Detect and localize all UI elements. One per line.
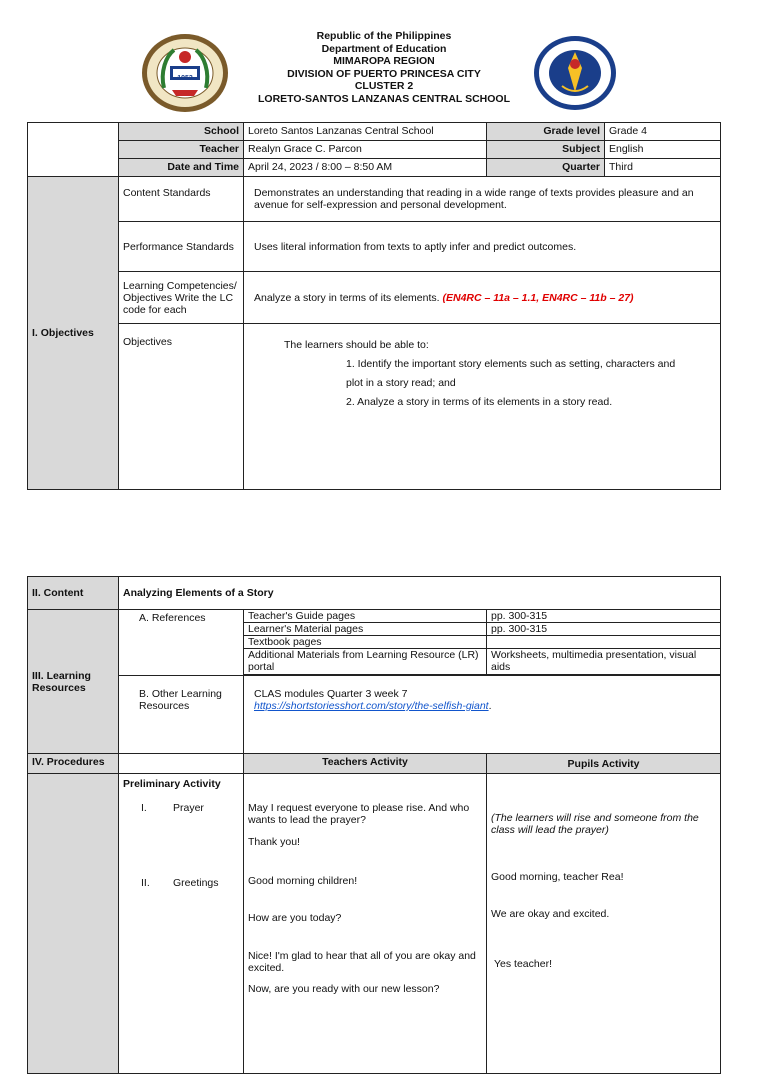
content-section-label: II. Content — [28, 577, 119, 610]
resources-section-label: III. Learning Resources — [28, 610, 119, 754]
info-objectives-table — [27, 122, 721, 490]
quarter-label: Quarter — [487, 159, 605, 177]
greet-teacher-1: Good morning children! — [248, 875, 358, 887]
header-line-2: Department of Education — [321, 42, 447, 55]
teacher-activity-cell — [244, 774, 487, 1074]
school-label: School — [119, 123, 244, 141]
lc-code: (EN4RC – 11a – 1.1, EN4RC – 11b – 27) — [442, 291, 634, 304]
objectives-value — [244, 324, 721, 490]
ref-row-value: pp. 300-315 — [487, 610, 721, 623]
ref-row-value: pp. 300-315 — [487, 623, 721, 636]
learning-competencies-label: Learning Competencies/ Objectives Write the LC code for each — [119, 272, 244, 324]
teacher-activity-header: Teachers Activity — [244, 754, 487, 774]
date-label: Date and Time — [119, 159, 244, 177]
pupil-activity-cell — [487, 774, 721, 1074]
subject-value: English — [605, 141, 721, 159]
lc-text: Analyze a story in terms of its elements. — [254, 291, 440, 304]
header-line-6: LORETO-SANTOS LANZANAS CENTRAL SCHOOL — [257, 92, 510, 105]
content-value: Analyzing Elements of a Story — [119, 577, 721, 610]
objective-2: 2. Analyze a story in terms of its elements in a story read. — [346, 396, 613, 408]
objectives-section-label: I. Objectives — [28, 177, 119, 490]
blank-cell — [28, 774, 119, 1074]
preliminary-activity-label: Preliminary Activity — [123, 778, 221, 790]
quarter-value: Third — [605, 159, 721, 177]
teacher-value: Realyn Grace C. Parcon — [244, 141, 487, 159]
ref-row-value — [487, 636, 721, 649]
content-standards-value: Demonstrates an understanding that reading in a wide range of texts provides pleasure and an avenue for self-expression and personal development. — [244, 177, 721, 222]
ref-row-label: Textbook pages — [244, 636, 487, 649]
prayer-label: Prayer — [173, 802, 204, 814]
header-line-4: DIVISION OF PUERTO PRINCESA CITY — [287, 67, 481, 80]
document-header — [0, 30, 768, 105]
objectives-label: Objectives — [119, 324, 244, 490]
objective-1a: 1. Identify the important story elements such as setting, characters and — [346, 358, 676, 370]
teacher-label: Teacher — [119, 141, 244, 159]
activity-labels — [119, 774, 244, 1074]
date-value: April 24, 2023 / 8:00 – 8:50 AM — [244, 159, 487, 177]
greet-teacher-4: Now, are you ready with our new lesson? — [248, 983, 440, 995]
performance-standards-value: Uses literal information from texts to aptly infer and predict outcomes. — [244, 222, 721, 272]
objective-1b: plot in a story read; and — [346, 377, 456, 389]
greet-teacher-2: How are you today? — [248, 912, 342, 924]
school-value: Loreto Santos Lanzanas Central School — [244, 123, 487, 141]
pupil-activity-header: Pupils Activity — [487, 754, 721, 774]
prayer-pupil: (The learners will rise and someone from the class will lead the prayer) — [491, 812, 699, 836]
ref-row-label: Learner's Material pages — [244, 623, 487, 636]
subject-label: Subject — [487, 141, 605, 159]
greet-teacher-3: Nice! I'm glad to hear that all of you are okay and excited. — [248, 950, 476, 974]
blank-cell — [28, 123, 119, 177]
greetings-num: II. — [141, 877, 150, 889]
seal-year: 1953 — [177, 75, 193, 82]
header-line-3: MIMAROPA REGION — [333, 55, 435, 67]
content-procedures-table — [27, 576, 721, 1074]
content-standards-label: Content Standards — [119, 177, 244, 222]
prayer-row — [123, 802, 239, 814]
performance-standards-label: Performance Standards — [119, 222, 244, 272]
references-label: A. References — [119, 610, 244, 676]
prayer-teacher-2: Thank you! — [248, 836, 300, 848]
clas-modules-text: CLAS modules Quarter 3 week 7 — [254, 688, 408, 700]
greetings-row — [123, 877, 239, 889]
prayer-num: I. — [141, 802, 147, 814]
ref-row-value: Worksheets, multimedia presentation, visual aids — [487, 649, 721, 675]
header-line-5: CLUSTER 2 — [354, 80, 414, 92]
prayer-teacher-1: May I request everyone to please rise. And who wants to lead the prayer? — [248, 802, 470, 826]
greet-pupil-2: We are okay and excited. — [491, 908, 610, 920]
objectives-intro: The learners should be able to: — [284, 339, 429, 351]
story-link-suffix: . — [488, 700, 492, 712]
greet-pupil-3: Yes teacher! — [494, 958, 552, 970]
header-line-1: Republic of the Philippines — [316, 30, 452, 42]
learning-competencies-value — [244, 272, 721, 324]
ref-row-label: Additional Materials from Learning Resource (LR) portal — [244, 649, 487, 675]
story-link[interactable]: https://shortstoriesshort.com/story/the-selfish-giant — [254, 700, 489, 712]
procedures-section-label: IV. Procedures — [28, 754, 119, 774]
grade-value: Grade 4 — [605, 123, 721, 141]
grade-label: Grade level — [487, 123, 605, 141]
other-resources-label: B. Other Learning Resources — [119, 676, 244, 754]
ref-row-label: Teacher's Guide pages — [244, 610, 487, 623]
blank-cell — [119, 754, 244, 774]
greetings-label: Greetings — [173, 877, 219, 889]
greet-pupil-1: Good morning, teacher Rea! — [491, 871, 624, 883]
other-resources-value — [244, 676, 721, 754]
